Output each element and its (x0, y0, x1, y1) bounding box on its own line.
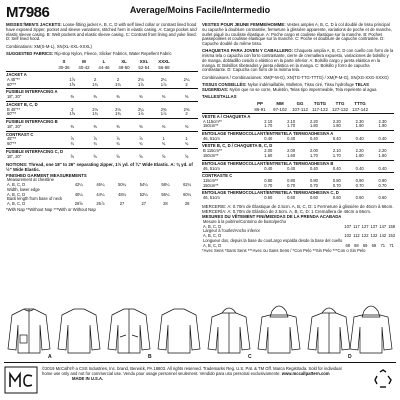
table-cell: 2¼ (137, 106, 144, 112)
row-label: 115cm** (203, 178, 219, 184)
measure-3: 48-50 (118, 65, 130, 71)
table-cell: 153 (388, 233, 396, 239)
table-cell: 0.70 (309, 182, 318, 188)
table-cell: 68 (345, 242, 350, 248)
table-cell: 2.30 (378, 118, 387, 124)
table-cell: 0.40 (378, 165, 387, 171)
table-cell: ⅜ (161, 94, 166, 100)
french-spanish-column (202, 22, 394, 254)
table-cell: 2.20 (332, 118, 341, 124)
table-row (6, 202, 198, 207)
table-row (202, 154, 394, 159)
measure-2: 44-46 (98, 65, 110, 71)
table-cell: 0.80 (332, 178, 341, 184)
table-cell: 107 (344, 223, 352, 229)
table-cell: 54¼ (139, 182, 148, 188)
combinations-fr-es (202, 76, 394, 81)
table-cell: 28 (163, 200, 168, 206)
size-5: XXXL (158, 58, 170, 64)
row-label: A, B, C, D (7, 191, 26, 197)
combination-sizes-fr: XM(P-M-G), XN(TG-TTG-TTTG) / XM(P-M-G), XN(XG-XXG-XXXG) (263, 75, 389, 81)
table-cell: 2⅛ (137, 76, 144, 82)
table-cell: 2⅜ (183, 106, 190, 112)
table-cell: ⅝ (184, 153, 189, 159)
table-cell: 27 (141, 200, 146, 206)
finished-measurements-table-fr (202, 220, 396, 248)
body-measure-row-fr (202, 107, 394, 112)
table-cell: 2 (93, 76, 97, 82)
row-label: A, B, C, D (203, 242, 222, 248)
row-label: 18", 20" (7, 153, 22, 159)
table-cell: 71 (380, 242, 386, 248)
table-cell: 1.70 (287, 123, 296, 129)
row-label: A, B, C, D (203, 223, 222, 229)
table-cell: 50¼ (118, 182, 127, 188)
fr-section-title: ENTOILAGE THERMOCOLLANT/ENTRETELA TERMOADHESIVA C, D (202, 189, 394, 196)
table-cell: 2.20 (309, 118, 318, 124)
table-cell: 0.40 (332, 135, 341, 141)
table-cell: 2.00 (287, 148, 296, 154)
row-label: 60"** (7, 111, 17, 117)
table-cell: 2.00 (264, 148, 273, 154)
view-c-sketch (208, 306, 300, 353)
table-cell: 56¼ (161, 191, 170, 197)
table-cell: ¾ (184, 141, 189, 147)
table-cell: 0.40 (355, 165, 364, 171)
fabrics-text-es: Nylon que no se corre, Muletón, Telas tipo impermeable, Tela repelente al agua (229, 86, 377, 92)
taille-4: TTG (335, 100, 345, 106)
finished-measurements-title-fr: MESURES DU VÊTEMENT FINI/MEDIDAS DE LA PRENDA ACABADA (202, 214, 342, 220)
en-section-title: CONTRAST C (6, 131, 198, 138)
table-cell: 1 (185, 136, 188, 142)
table-cell: ⅜ (93, 123, 97, 129)
body-measure-row (6, 65, 198, 70)
row-label: 18", 20" (7, 123, 22, 129)
table-cell: 0.60 (264, 195, 273, 201)
table-cell: 1.80 (332, 123, 341, 129)
fabrics-label: SUGGESTED FABRICS: (6, 51, 54, 57)
measure-5: 56-58 (158, 65, 170, 71)
en-section-title: FUSIBLE INTERFACING C, D (6, 148, 198, 155)
mccalls-logo (4, 366, 38, 394)
row-label: 60"** (7, 81, 17, 87)
table-cell: 1.90 (378, 123, 387, 129)
table-cell: 0.60 (355, 195, 364, 201)
table-cell: 62¼ (183, 182, 192, 188)
spanish-text: Chaqueta amplia A, B, C, D con cuello con forro de la misma tela o capucha con forro contrastante, cierre de cremallera expuesto, variaciones de bolsillo y de manga, dobladillo cosido o elástico en la parte inferior. A: Bolsillo cargo y jareta elástica en la manga. B: Bolsillos ribeteados y jareta elástica en la manga. C: Bolsillo y forro de capucha contrastante. D: Capucha con forro de la misma tela. (202, 48, 394, 73)
spanish-title: CHAQUETAS PARA JOVEN Y CABALLERO: (202, 48, 293, 54)
fabrics-label-fr: TISSUS CONSEILLÉS: (202, 82, 247, 88)
table-cell: 58¼ (161, 182, 170, 188)
copyright-block (42, 366, 342, 381)
table-cell: 0.40 (309, 135, 318, 141)
table-cell: 68 (354, 242, 359, 248)
table-cell: 147 (379, 223, 387, 229)
table-cell: ⅞ (70, 136, 74, 142)
table-row (202, 137, 394, 142)
en-section-title: JACKET A (6, 71, 198, 78)
measure-4: 52-54 (138, 65, 150, 71)
table-row (202, 196, 394, 201)
french-title: VESTES POUR JEUNE FEMME/HOMME: (202, 22, 286, 27)
row-label: Longueur dos, depuis la base du cou/Largo espalda desde la base del cuello (203, 237, 343, 243)
table-cell: ¾ (116, 141, 120, 147)
table-cell: 1¾ (115, 111, 121, 117)
row-label: B 115cm** (203, 148, 223, 154)
measure-0: 30-36 (58, 65, 70, 71)
en-section-title: FUSIBLE INTERFACING B (6, 118, 198, 125)
table-cell: 52¼ (139, 191, 148, 197)
table-cell: 1.80 (355, 153, 364, 159)
table-cell: 0.60 (309, 195, 318, 201)
copyright-text: ©2019 McCall's® a CSS Industries, Inc. brand, Berwick, PA 18603. All rights reserved. Trademarks Reg. U.S. Pat. & TM Off. Marca Registrada. Sold for individual home use only and not for commercial use. Vendu pour usage personnel seulement. Vendido para uso personal exclusivamente. (42, 366, 342, 377)
taille-0: PP (257, 100, 263, 106)
table-cell: 42¼ (74, 182, 83, 188)
table-cell: 1⅞ (160, 81, 167, 87)
view-label-a: A (48, 354, 52, 360)
table-cell: 1.80 (309, 123, 318, 129)
en-section-table (6, 78, 198, 87)
table-cell: 26⅝ (74, 200, 83, 206)
en-section-table (6, 95, 198, 100)
table-cell: 0.40 (309, 165, 318, 171)
taille-3: TGTG (313, 100, 327, 106)
suggested-fabrics (6, 52, 198, 57)
table-cell: 2.10 (287, 118, 296, 124)
combination-sizes: XM(S-M-L), XN(XL-XXL-XXXL) (33, 44, 92, 50)
table-cell: ¾ (70, 141, 74, 147)
notions-fr: MERCERIE: A: 0.70m de Élastique de 2.5cm. A, B, C, D: 1 Fermeture à glissière de 46cm à 66cm. MERCERÍA: A: 0.70m de Elástico de 2.5cm. A, B, C, D: 1 Cremallera de 46cm a 66cm. (202, 204, 394, 215)
spanish-description (202, 48, 394, 73)
mesure-3: 117-122 (312, 106, 328, 112)
table-cell: 2.10 (332, 148, 341, 154)
table-cell: 1⅝ (69, 81, 76, 87)
table-cell: ⅝ (116, 153, 120, 159)
fabrics-label-es: TELAS SUGERIDAS: (202, 82, 369, 92)
table-row (6, 112, 198, 117)
view-d-sketch (308, 306, 392, 353)
table-cell: 0.70 (287, 182, 296, 188)
table-cell: 40¼ (74, 191, 83, 197)
table-cell: 1.90 (355, 123, 364, 129)
website: www.mccallpattern.com (281, 371, 330, 377)
table-cell: ⅜ (139, 123, 143, 129)
yardage-sections-fr (202, 113, 394, 201)
table-cell: 2.30 (355, 118, 364, 124)
finished-measurements-title: FINISHED GARMENT MEASUREMENTS (6, 172, 87, 178)
table-cell: ⅞ (139, 136, 143, 142)
taille-1: MM (276, 100, 284, 106)
table-cell: 0.70 (378, 182, 387, 188)
table-cell: 48¼ (118, 191, 127, 197)
view-label-b: B (148, 354, 152, 360)
french-text: Vestes amples A, B, C, D à col doublé de tissu principal ou capuche à doublure contrastée, fermeture à glissière apparente, variations de poche et de manche, ourlet piqué ou coulisse élastique. A: Poche cargo et coulisse élastique sur la manche. B: Poches passepoilées et coulisse élastique sur la manche. C: Poche et doublure de capuche contrastée. D: Capuche doublé du même tissu. (202, 22, 392, 47)
table-cell: ¾ (139, 141, 143, 147)
row-label: 150cm** (203, 123, 219, 129)
table-cell: 0.90 (355, 178, 364, 184)
table-cell: 142 (379, 233, 387, 239)
table-cell: 1.80 (378, 153, 387, 159)
row-label: 18", 20" (7, 94, 22, 100)
table-cell: 0.90 (378, 178, 387, 184)
table-cell: 0.70 (332, 182, 341, 188)
table-cell: 2¼ (160, 76, 167, 82)
made-in: MADE IN U.S.A. (72, 376, 104, 382)
table-row (6, 125, 198, 130)
table-cell: ⅞ (116, 136, 120, 142)
row-label: 150cm** (203, 153, 219, 159)
size-4: XXL (139, 58, 149, 64)
table-row (202, 184, 394, 189)
difficulty-level: Average/Moins Facile/Intermedio (129, 5, 271, 15)
taille-5: TTTG (354, 100, 366, 106)
table-cell: 0.40 (264, 165, 273, 171)
table-cell: ¾ (161, 141, 166, 147)
combinations-label-fr: Combinaisons / Combinaciones: (202, 75, 263, 81)
mesure-1: 97-102 (273, 106, 287, 112)
english-description (6, 22, 198, 42)
table-cell: 2⅛ (115, 106, 121, 112)
row-label: Width, lower edge (7, 186, 40, 192)
table-cell: ⅜ (116, 94, 120, 100)
table-cell: 2¼ (183, 76, 190, 82)
table-cell: ⅜ (139, 94, 143, 100)
row-label: 46, 51cm (203, 195, 220, 201)
table-cell: 1⅞ (137, 81, 144, 87)
table-cell: 137 (370, 223, 378, 229)
fr-section-title: VESTE A / CHAQUETA A (202, 113, 394, 120)
table-cell: 0.40 (378, 135, 387, 141)
row-label: A, B, C, D (203, 233, 222, 239)
notions: NOTIONS: Thread, one 18" to 26" separating zipper, 1½ yd. of ¾" Wide Elastic. A: ⅜ yd. of ½" Wide Elastic. (6, 162, 193, 173)
size-header-row (6, 59, 198, 64)
sizes-label: TAILLES/TALLAS (202, 93, 237, 99)
table-cell: 117 (353, 223, 360, 229)
table-cell: 2 (185, 81, 188, 87)
table-cell: ⅞ (93, 136, 97, 142)
size-0: S (62, 58, 66, 64)
table-cell: 1.60 (264, 153, 273, 159)
row-label: Back length from base of neck (7, 196, 63, 202)
fr-section-table (202, 196, 394, 201)
table-cell: 1¾ (92, 81, 98, 87)
table-cell: 1⅞ (160, 111, 167, 117)
row-label: A, B, C, D (7, 200, 26, 206)
table-row (6, 83, 198, 88)
view-b-sketch (108, 309, 200, 353)
table-cell: 0.80 (264, 178, 273, 184)
row-label: Measurement at chestline (7, 177, 54, 183)
table-cell: 1.70 (332, 153, 341, 159)
fr-section-table (202, 179, 394, 188)
table-row (202, 124, 394, 129)
table-cell: 0.80 (309, 178, 318, 184)
fabrics-text: Rip-stop Nylon, Fleece, Slicker Fabrics, Water Repellent Fabric (54, 51, 172, 57)
table-cell: 158 (388, 223, 396, 229)
row-label: B 45"** (7, 106, 21, 112)
english-column (6, 22, 198, 213)
table-cell: 0.70 (355, 182, 364, 188)
recycle-icon (372, 368, 394, 390)
taille-2: GG (296, 100, 304, 106)
table-cell: 27 (119, 200, 125, 206)
size-2: L (102, 58, 106, 64)
description-title: MISSES'/MEN'S JACKETS: (6, 22, 62, 27)
fr-section-title: ENTOILAGE THERMOCOLLANT/ENTRETELA TERMOADHESIVA B (202, 160, 394, 167)
table-cell: 0.40 (264, 135, 273, 141)
mesure-4: 127-132 (331, 106, 349, 112)
size-1: M (82, 58, 86, 64)
view-label-d: D (348, 354, 352, 360)
en-section-table (6, 125, 198, 130)
table-cell: 69 (371, 242, 377, 248)
table-cell: ¾ (93, 141, 97, 147)
table-cell: 60¼ (183, 191, 192, 197)
table-cell: 1¾ (92, 111, 98, 117)
table-cell: ⅝ (93, 153, 97, 159)
table-cell: ⅝ (161, 153, 166, 159)
table-cell: ⅜ (93, 94, 97, 100)
table-cell: ⅜ (116, 123, 120, 129)
table-cell: 2 (116, 76, 120, 82)
description-text: Loose-fitting jacket A, B, C, D with self lined collar or contrast lined hood have exposed zipper, pocket and sleeve variations, stitched hem in elastic casing. A: Cargo pocket and elastic sleeve casing. B: Welt pockets and elastic sleeve casing. C: Contrast front lining and yoke lined. D: Self lined hood. (6, 22, 197, 42)
row-label: 150cm** (203, 182, 219, 188)
en-section-table (6, 108, 198, 117)
table-cell: 0.60 (378, 195, 387, 201)
table-cell: 132 (370, 233, 378, 239)
row-label: Largeur à l'ourlet/Ancho inferior (203, 228, 260, 234)
table-cell: 1⅞ (137, 111, 144, 117)
table-cell: 71 (389, 242, 394, 248)
table-cell: 2.20 (355, 148, 364, 154)
table-cell: 0.40 (332, 165, 341, 171)
measure-1: 40-42 (78, 65, 90, 71)
fr-section-table (202, 149, 394, 158)
table-cell: 1.70 (264, 123, 273, 129)
row-label: 60"** (7, 141, 17, 147)
mesure-5: 137-142 (351, 106, 369, 112)
table-cell: 1 (162, 136, 165, 142)
view-a-sketch (8, 309, 100, 353)
fr-section-title: ENTOILAGE THERMOCOLLANT/ENTRETELA TERMOADHESIVA A (202, 130, 394, 137)
table-cell: ⅜ (70, 123, 74, 129)
row-label: 46, 51cm (203, 135, 220, 141)
table-cell: 1⅞ (69, 76, 76, 82)
table-cell: ⅜ (161, 123, 166, 129)
table-row (6, 155, 198, 160)
table-cell: 0.40 (287, 135, 296, 141)
table-cell: 1¾ (115, 81, 121, 87)
fabrics-text-fr: Nylon indémaillable, Molleton, Tissu ciré, Tissu hydrofuge (247, 82, 354, 88)
en-section-table (6, 137, 198, 146)
table-row (202, 167, 394, 172)
footer (4, 362, 396, 396)
yardage-sections (6, 71, 198, 159)
table-cell: 28 (184, 200, 190, 206)
table-cell: 46¼ (96, 182, 105, 188)
row-label: A 45"** (7, 76, 20, 82)
table-cell: 122 (361, 233, 369, 239)
row-label: 45"** (7, 136, 17, 142)
size-3: XL (121, 58, 127, 64)
fr-section-table (202, 137, 394, 142)
fr-section-title: CONTRASTE C (202, 172, 394, 179)
fr-section-title: VESTE B, C, D / CHAQUETA B, C, D (202, 142, 394, 149)
en-section-title: FUSIBLE INTERFACING A (6, 88, 198, 95)
table-cell: 0.60 (332, 195, 341, 201)
table-cell: 2⅜ (160, 106, 167, 112)
table-cell: 0.40 (355, 135, 364, 141)
table-cell: ⅜ (184, 94, 189, 100)
table-cell: 1.60 (287, 153, 296, 159)
nap-notes-fr: *Avec Sens *Sans Sens ***Avec ou Sans Sens / *Con Pelo **Sin Pelo ***Con o Sin Pelo (202, 248, 366, 254)
table-cell: 69 (362, 242, 368, 248)
table-cell: 2⅛ (92, 106, 98, 112)
combinations (6, 45, 198, 50)
table-row (6, 95, 198, 100)
row-label: Mesure à la poitrine/Contorno de busto/pecho (203, 219, 287, 225)
french-description (202, 22, 394, 47)
table-cell: 0.40 (287, 165, 296, 171)
pattern-number: M7986 (6, 4, 50, 21)
table-cell: 0.70 (264, 182, 273, 188)
garment-sketches (4, 303, 396, 361)
table-cell: 44¼ (96, 191, 105, 197)
table-cell: 2.20 (378, 148, 387, 154)
fabrics-fr-es (202, 83, 394, 93)
table-cell: ⅜ (70, 94, 74, 100)
table-cell: 0.80 (287, 178, 296, 184)
size-header-row-fr (202, 101, 394, 106)
table-cell: ⅝ (70, 153, 74, 159)
mesure-0: 86-91 (254, 106, 266, 112)
table-cell: ⅜ (184, 123, 189, 129)
table-row (6, 142, 198, 147)
table-cell: 26⅞ (96, 200, 105, 206)
table-cell: 102 (344, 233, 352, 239)
table-cell: 112 (353, 233, 360, 239)
table-cell: 0.60 (287, 195, 296, 201)
table-cell: 2.10 (264, 118, 273, 124)
table-cell: 2 (185, 111, 188, 117)
nap-notes: *With Nap **Without Nap ***With or Without Nap (6, 206, 96, 212)
table-cell: 2 (71, 106, 74, 112)
row-label: A 115cm** (203, 118, 222, 124)
row-label: 46, 51cm (203, 165, 220, 171)
fr-section-table (202, 167, 394, 172)
en-section-table (6, 155, 198, 160)
table-cell: 127 (361, 223, 369, 229)
en-section-title: JACKET B, C, D (6, 101, 198, 108)
mesure-2: 107-112 (292, 106, 308, 112)
table-cell: 2.00 (309, 148, 318, 154)
table-cell: 1⅝ (69, 111, 76, 117)
view-label-c: C (248, 354, 252, 360)
table-cell: ⅝ (139, 153, 143, 159)
combinations-label: Combinations: (6, 44, 33, 50)
fr-section-table (202, 120, 394, 129)
table-cell: 1.70 (309, 153, 318, 159)
finished-measurements-table (6, 178, 198, 206)
row-label: A, B, C, D (7, 182, 26, 188)
